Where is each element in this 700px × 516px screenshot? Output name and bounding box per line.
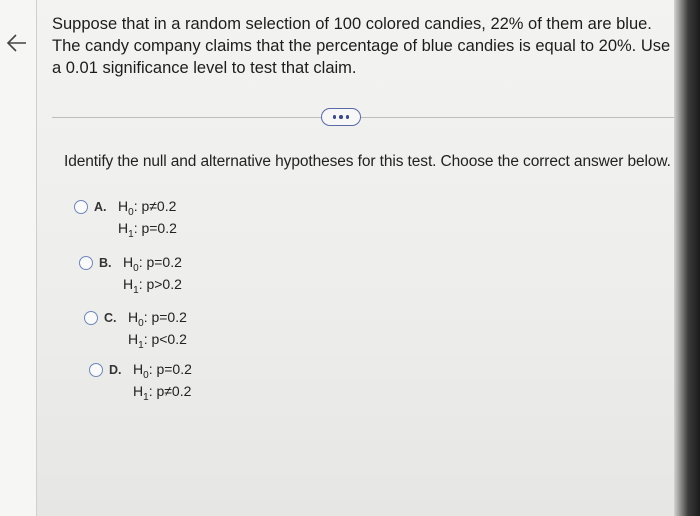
option-letter: D. [109, 363, 122, 377]
alternative-hypothesis: $H_1$: p>0.2 [123, 276, 182, 296]
ellipsis-icon [333, 115, 337, 119]
alternative-hypothesis: $H_1$: p<0.2 [128, 331, 187, 351]
ellipsis-icon [339, 115, 343, 119]
option-letter: A. [94, 200, 107, 214]
radio-button[interactable] [84, 311, 98, 325]
null-hypothesis: $H_0$: p=0.2 [128, 309, 187, 329]
radio-button[interactable] [89, 363, 103, 377]
section-divider [52, 117, 692, 118]
alternative-hypothesis: $H_1$: p=0.2 [118, 220, 177, 240]
null-hypothesis: $H_0$: p≠0.2 [118, 198, 177, 218]
null-hypothesis: $H_0$: p=0.2 [133, 361, 192, 381]
alternative-hypothesis: $H_1$: p≠0.2 [133, 383, 192, 403]
question-text: Suppose that in a random selection of 100 colored candies, 22% of them are blue. The candy company claims that the percentage of blue candies is equal to 20%. Use a 0.01 significance level to test that claim. [52, 15, 671, 77]
back-arrow-icon[interactable] [4, 30, 30, 56]
prompt-text: Identify the null and alternative hypotheses for this test. Choose the correct answer below. [64, 153, 671, 170]
radio-button[interactable] [74, 200, 88, 214]
left-nav-bar [0, 0, 37, 516]
show-more-button[interactable] [321, 108, 361, 126]
option-letter: B. [99, 256, 112, 270]
ellipsis-icon [346, 115, 350, 119]
option-letter: C. [104, 311, 117, 325]
radio-button[interactable] [79, 256, 93, 270]
screen-bezel [674, 0, 700, 516]
null-hypothesis: $H_0$: p=0.2 [123, 254, 182, 274]
